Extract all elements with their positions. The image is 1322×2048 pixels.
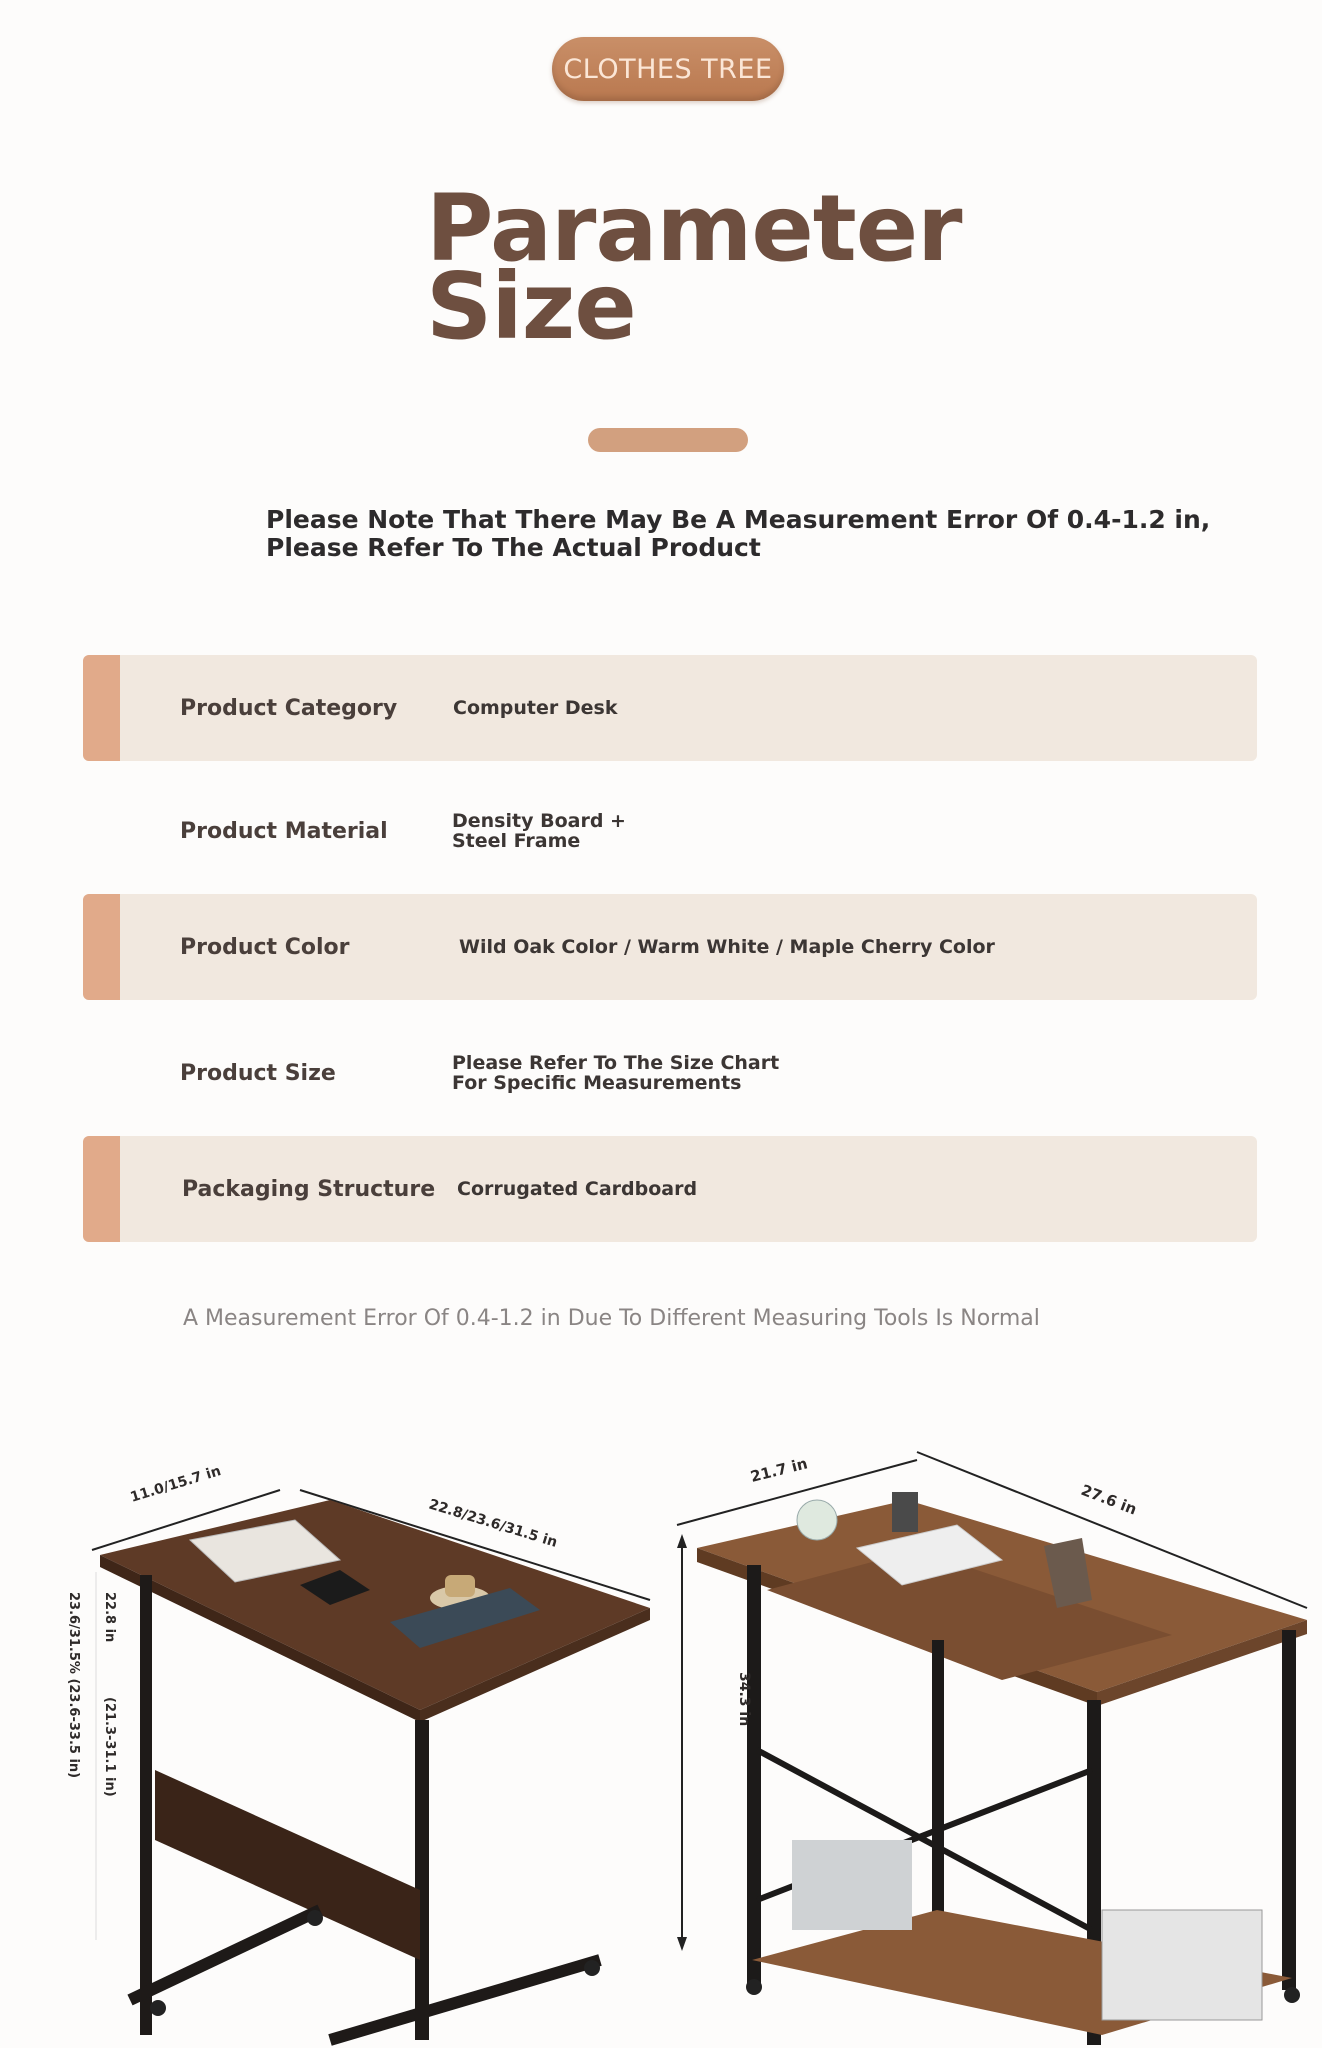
- dim-width: 22.8/23.6/31.5 in: [426, 1496, 560, 1551]
- right-desk-illustration: [672, 1430, 1318, 2048]
- arrow-head: [677, 1937, 687, 1951]
- measurement-note-line1: Please Note That There May Be A Measurement Error Of 0.4-1.2 in,: [266, 505, 1211, 534]
- book-row: [1102, 1910, 1262, 2020]
- dim-depth: 11.0/15.7 in: [128, 1463, 223, 1506]
- dim-height-range: (21.3-31.1 in): [102, 1697, 117, 1797]
- left-desk-foot: [130, 1910, 320, 2000]
- page-title: [426, 175, 986, 360]
- spec-value-line2: Steel Frame: [452, 830, 581, 852]
- page-title-line1: Parameter: [426, 175, 962, 282]
- right-desk-leg-back: [932, 1640, 944, 1920]
- right-desk-leg-right: [1282, 1630, 1296, 1990]
- spec-label: Product Category: [180, 695, 398, 721]
- row-accent: [83, 894, 120, 1000]
- spec-row-category: [83, 655, 1257, 761]
- spec-label: Product Material: [180, 818, 388, 844]
- caster-wheel: [307, 1910, 323, 1926]
- spec-label: Product Color: [180, 934, 350, 960]
- spec-value: Computer Desk: [453, 696, 618, 719]
- cup: [445, 1575, 475, 1597]
- dim-leg: 22.8 in: [102, 1592, 117, 1643]
- page-title-line2: Size: [426, 253, 636, 360]
- spec-row-material: [83, 778, 1257, 884]
- dim-width: 27.6 in: [1078, 1480, 1140, 1519]
- caster-wheel: [746, 1979, 762, 1995]
- pen-holder: [892, 1492, 918, 1532]
- caster-wheel: [150, 2000, 166, 2016]
- measurement-note-line2: Please Refer To The Actual Product: [266, 533, 761, 562]
- spec-value: Corrugated Cardboard: [457, 1177, 698, 1200]
- spec-value: Wild Oak Color / Warm White / Maple Cherry Color: [459, 935, 995, 958]
- measurement-footnote: A Measurement Error Of 0.4-1.2 in Due To Different Measuring Tools Is Normal: [183, 1306, 1040, 1331]
- spec-label: Packaging Structure: [182, 1176, 436, 1202]
- left-desk-leg-front: [415, 1720, 429, 2040]
- spec-value-line1: Density Board +: [452, 810, 626, 832]
- brand-badge: [552, 37, 784, 101]
- spec-row-color: [83, 894, 1257, 1000]
- dim-height-total: 23.6/31.5% (23.6-33.5 in): [66, 1592, 81, 1779]
- dim-depth: 21.7 in: [748, 1454, 810, 1486]
- spec-row-packaging: [83, 1136, 1257, 1242]
- caster-wheel: [1284, 1987, 1300, 2003]
- right-desk-leg-left: [747, 1565, 761, 1985]
- spec-value-line2: For Specific Measurements: [452, 1072, 742, 1094]
- measurement-note: [266, 505, 1211, 562]
- spec-value: [452, 1020, 1212, 1126]
- desk-fan: [797, 1500, 837, 1540]
- title-divider: [588, 428, 748, 452]
- row-accent: [83, 1136, 120, 1242]
- row-accent: [83, 655, 120, 761]
- arrow-head: [677, 1534, 687, 1548]
- spec-row-size: [83, 1020, 1257, 1126]
- brand-name: CLOTHES TREE: [563, 53, 773, 85]
- spec-value: [452, 778, 1212, 884]
- dim-height: 34.3 in: [736, 1672, 752, 1727]
- left-desk-leg-back: [140, 1575, 152, 2035]
- left-desk-foot-front: [330, 1960, 600, 2040]
- left-desk-illustration: [40, 1440, 680, 2048]
- caster-wheel: [584, 1960, 600, 1976]
- spec-value-line1: Please Refer To The Size Chart: [452, 1052, 780, 1074]
- spec-label: Product Size: [180, 1060, 336, 1086]
- storage-box: [792, 1840, 912, 1930]
